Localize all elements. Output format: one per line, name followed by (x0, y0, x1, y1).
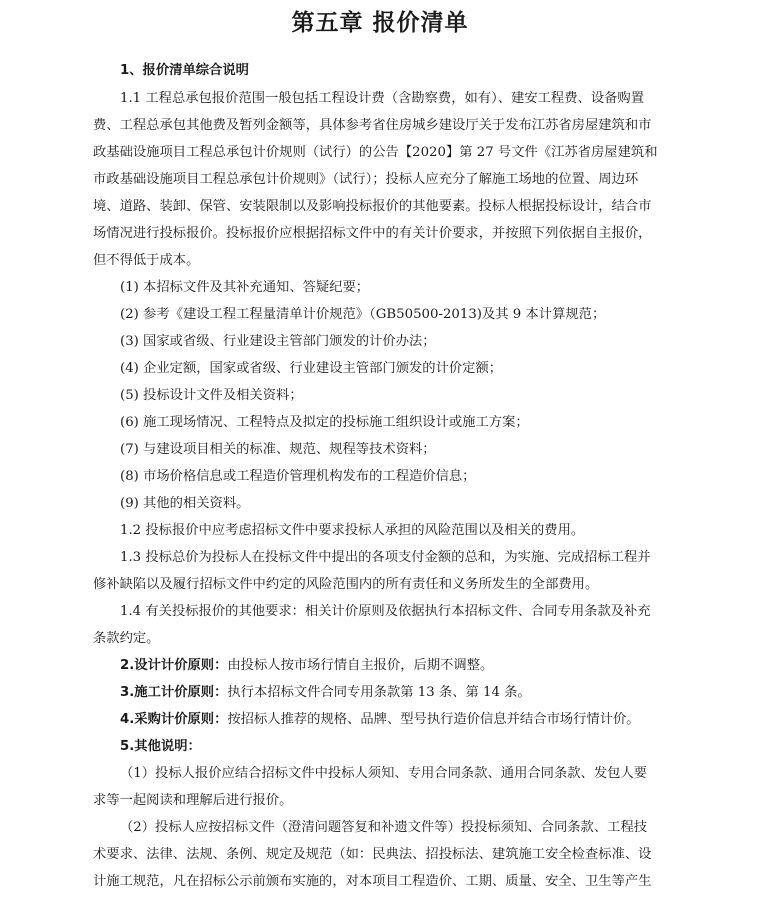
section-4 (120, 711, 640, 729)
chapter-title: 第五章 报价清单 (291, 10, 469, 36)
basis-item: (6) 施工现场情况、工程特点及拟定的投标施工组织设计或施工方案； (120, 415, 529, 430)
section-3 (120, 684, 531, 702)
other-note-2-line: 术要求、法律、法规、条例、规定及规范（如：民典法、招投标法、建筑施工安全检查标准、设 (93, 847, 652, 862)
section-3-text: 执行本招标文件合同专用条款第 13 条、第 14 条。 (227, 685, 531, 700)
section-4-label: 4.采购计价原则： (120, 712, 228, 727)
basis-item: (1) 本招标文件及其补充通知、答疑纪要； (120, 280, 370, 295)
section-4-text: 按招标人推荐的规格、品牌、型号执行造价信息并结合市场行情计价。 (227, 712, 640, 727)
paragraph-1-1-line: 场情况进行投标报价。投标报价应根据招标文件中的有关计价要求，并按照下列依据自主报价， (93, 226, 652, 241)
basis-item: (4) 企业定额，国家或省级、行业建设主管部门颁发的计价定额； (120, 361, 503, 376)
other-note-2-line: 计施工规范，凡在招标公示前颁布实施的，对本项目工程造价、工期、质量、安全、卫生等产生 (93, 874, 652, 889)
paragraph-1-1-line: 市政基础设施项目工程总承包计价规则》（试行）；投标人应充分了解施工场地的位置、周边环 (93, 172, 639, 187)
section-2-label: 2.设计计价原则： (120, 658, 228, 673)
paragraph-1-4-line: 条款约定。 (93, 631, 160, 646)
basis-item: (3) 国家或省级、行业建设主管部门颁发的计价办法； (120, 334, 436, 349)
paragraph-1-3-line: 1.3 投标总价为投标人在投标文件中提出的各项支付金额的总和，为实施、完成招标工程并 (120, 550, 651, 565)
paragraph-1-4-line: 1.4 有关投标报价的其他要求：相关计价原则及依据执行本招标文件、合同专用条款及补充 (120, 604, 651, 619)
paragraph-1-1-line: 费、工程总承包其他费及暂列金额等，具体参考省住房城乡建设厅关于发布江苏省房屋建筑和市 (93, 118, 652, 133)
section-heading-1: 1、报价清单综合说明 (120, 63, 249, 78)
basis-item: (7) 与建设项目相关的标准、规范、规程等技术资料； (120, 442, 436, 457)
basis-item: (8) 市场价格信息或工程造价管理机构发布的工程造价信息； (120, 469, 476, 484)
paragraph-1-2: 1.2 投标报价中应考虑招标文件中要求投标人承担的风险范围以及相关的费用。 (120, 523, 585, 538)
paragraph-1-1-line: 境、道路、装卸、保管、安装限制以及影响投标报价的其他要素。投标人根据投标设计，结合市 (93, 199, 652, 214)
other-note-1-line: （1）投标人报价应结合招标文件中投标人须知、专用合同条款、通用合同条款、发包人要 (120, 766, 648, 781)
basis-item: (5) 投标设计文件及相关资料； (120, 388, 303, 403)
paragraph-1-1-line: 政基础设施项目工程总承包计价规则（试行）的公告【2020】第 27 号文件《江苏省房屋建筑和 (93, 145, 658, 160)
other-note-1-line: 求等一起阅读和理解后进行报价。 (93, 793, 293, 808)
paragraph-1-1-line: 1.1 工程总承包报价范围一般包括工程设计费（含勘察费，如有）、建安工程费、设备购置 (120, 91, 645, 106)
section-2 (120, 657, 493, 675)
other-note-2-line: （2）投标人应按招标文件（澄清问题答复和补遗文件等）投投标须知、合同条款、工程技 (120, 820, 648, 835)
paragraph-1-3-line: 修补缺陷以及履行招标文件中约定的风险范围内的所有责任和义务所发生的全部费用。 (93, 577, 599, 592)
section-2-text: 由投标人按市场行情自主报价，后期不调整。 (227, 658, 494, 673)
paragraph-1-1-line: 但不得低于成本。 (93, 253, 200, 268)
basis-item: (2) 参考《建设工程工程量清单计价规范》（GB50500-2013)及其 9 本计算规范； (120, 307, 606, 322)
section-5-heading: 5.其他说明： (120, 739, 201, 754)
section-3-label: 3.施工计价原则： (120, 685, 228, 700)
basis-item: (9) 其他的相关资料。 (120, 496, 250, 511)
